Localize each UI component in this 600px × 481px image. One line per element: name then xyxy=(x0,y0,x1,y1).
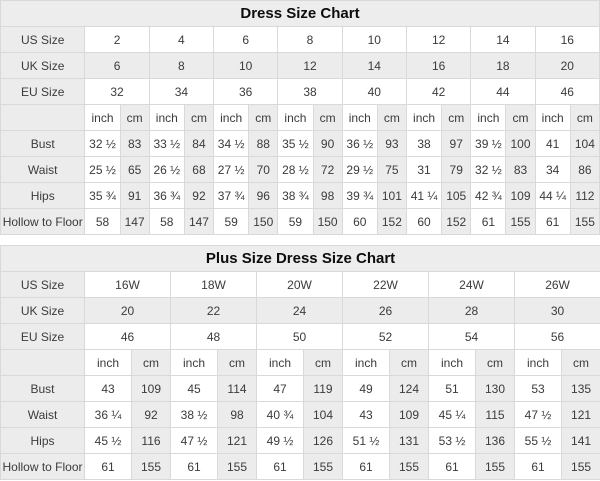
measurement-cm-cell: 91 xyxy=(120,183,149,209)
measurement-inch-cell: 51 xyxy=(429,376,476,402)
measurement-row xyxy=(1,209,600,235)
unit-inch-cell: inch xyxy=(515,350,562,376)
measurement-row xyxy=(1,131,600,157)
measurement-inch-cell: 42 ¾ xyxy=(471,183,506,209)
measurement-cm-cell: 109 xyxy=(132,376,171,402)
measurement-cm-cell: 83 xyxy=(120,131,149,157)
size-cell: 16 xyxy=(406,53,470,79)
size-cell: 36 xyxy=(214,79,278,105)
measurement-cm-cell: 101 xyxy=(377,183,406,209)
row-label: UK Size xyxy=(1,53,85,79)
measurement-inch-cell: 47 xyxy=(257,376,304,402)
chart-body xyxy=(1,272,600,480)
size-cell: 34 xyxy=(149,79,213,105)
measurement-cm-cell: 121 xyxy=(562,402,600,428)
size-cell: 44 xyxy=(471,79,535,105)
unit-cm-cell: cm xyxy=(570,105,599,131)
size-row xyxy=(1,298,600,324)
measurement-inch-cell: 38 ½ xyxy=(171,402,218,428)
unit-inch-cell: inch xyxy=(535,105,570,131)
measurement-cm-cell: 98 xyxy=(218,402,257,428)
measurement-inch-cell: 28 ½ xyxy=(278,157,313,183)
dress-size-chart-table xyxy=(0,0,600,235)
row-label: Bust xyxy=(1,131,85,157)
unit-cm-cell: cm xyxy=(184,105,213,131)
measurement-inch-cell: 59 xyxy=(214,209,249,235)
measurement-inch-cell: 36 ¾ xyxy=(149,183,184,209)
measurement-cm-cell: 155 xyxy=(570,209,599,235)
unit-inch-cell: inch xyxy=(85,105,120,131)
size-row xyxy=(1,324,600,350)
measurement-cm-cell: 147 xyxy=(184,209,213,235)
unit-cm-cell: cm xyxy=(377,105,406,131)
measurement-inch-cell: 25 ½ xyxy=(85,157,120,183)
size-cell: 48 xyxy=(171,324,257,350)
measurement-cm-cell: 135 xyxy=(562,376,600,402)
row-label: Hollow to Floor xyxy=(1,454,85,480)
row-label: Hips xyxy=(1,183,85,209)
unit-cm-cell: cm xyxy=(304,350,343,376)
measurement-cm-cell: 68 xyxy=(184,157,213,183)
measurement-cm-cell: 150 xyxy=(313,209,342,235)
measurement-inch-cell: 32 ½ xyxy=(85,131,120,157)
measurement-inch-cell: 53 ½ xyxy=(429,428,476,454)
unit-inch-cell: inch xyxy=(257,350,304,376)
size-cell: 12 xyxy=(406,27,470,53)
measurement-inch-cell: 61 xyxy=(429,454,476,480)
size-cell: 24W xyxy=(429,272,515,298)
measurement-inch-cell: 38 ¾ xyxy=(278,183,313,209)
title-row xyxy=(1,1,600,27)
size-cell: 28 xyxy=(429,298,515,324)
chart-title: Dress Size Chart xyxy=(1,1,600,27)
measurement-inch-cell: 35 ¾ xyxy=(85,183,120,209)
unit-inch-cell: inch xyxy=(171,350,218,376)
size-cell: 46 xyxy=(85,324,171,350)
size-cell: 56 xyxy=(515,324,600,350)
size-cell: 20 xyxy=(535,53,599,79)
unit-cm-cell: cm xyxy=(442,105,471,131)
chart-title: Plus Size Dress Size Chart xyxy=(1,246,600,272)
measurement-inch-cell: 31 xyxy=(406,157,441,183)
measurement-cm-cell: 155 xyxy=(506,209,535,235)
plus-size-dress-size-chart-table xyxy=(0,245,600,480)
measurement-inch-cell: 44 ¼ xyxy=(535,183,570,209)
measurement-cm-cell: 72 xyxy=(313,157,342,183)
measurement-cm-cell: 92 xyxy=(184,183,213,209)
unit-corner-cell xyxy=(1,350,85,376)
unit-inch-cell: inch xyxy=(471,105,506,131)
size-cell: 38 xyxy=(278,79,342,105)
measurement-inch-cell: 34 xyxy=(535,157,570,183)
measurement-inch-cell: 60 xyxy=(406,209,441,235)
row-label: Waist xyxy=(1,402,85,428)
measurement-inch-cell: 38 xyxy=(406,131,441,157)
size-cell: 22 xyxy=(171,298,257,324)
measurement-cm-cell: 116 xyxy=(132,428,171,454)
measurement-inch-cell: 55 ½ xyxy=(515,428,562,454)
size-cell: 52 xyxy=(343,324,429,350)
measurement-inch-cell: 36 ½ xyxy=(342,131,377,157)
measurement-inch-cell: 59 xyxy=(278,209,313,235)
unit-inch-cell: inch xyxy=(429,350,476,376)
measurement-inch-cell: 35 ½ xyxy=(278,131,313,157)
size-cell: 20 xyxy=(85,298,171,324)
title-row xyxy=(1,246,600,272)
measurement-inch-cell: 43 xyxy=(85,376,132,402)
measurement-cm-cell: 126 xyxy=(304,428,343,454)
size-cell: 14 xyxy=(471,27,535,53)
measurement-cm-cell: 93 xyxy=(377,131,406,157)
measurement-inch-cell: 51 ½ xyxy=(343,428,390,454)
measurement-cm-cell: 104 xyxy=(570,131,599,157)
measurement-inch-cell: 29 ½ xyxy=(342,157,377,183)
size-cell: 12 xyxy=(278,53,342,79)
unit-cm-cell: cm xyxy=(476,350,515,376)
size-cell: 42 xyxy=(406,79,470,105)
measurement-cm-cell: 65 xyxy=(120,157,149,183)
size-cell: 26W xyxy=(515,272,600,298)
size-cell: 2 xyxy=(85,27,149,53)
unit-cm-cell: cm xyxy=(120,105,149,131)
measurement-cm-cell: 152 xyxy=(442,209,471,235)
size-cell: 14 xyxy=(342,53,406,79)
row-label: US Size xyxy=(1,272,85,298)
row-label: US Size xyxy=(1,27,85,53)
unit-inch-cell: inch xyxy=(149,105,184,131)
measurement-cm-cell: 155 xyxy=(218,454,257,480)
unit-inch-cell: inch xyxy=(343,350,390,376)
measurement-row xyxy=(1,157,600,183)
measurement-cm-cell: 155 xyxy=(390,454,429,480)
measurement-cm-cell: 97 xyxy=(442,131,471,157)
measurement-cm-cell: 121 xyxy=(218,428,257,454)
unit-inch-cell: inch xyxy=(85,350,132,376)
measurement-inch-cell: 45 xyxy=(171,376,218,402)
unit-header-row xyxy=(1,105,600,131)
unit-corner-cell xyxy=(1,105,85,131)
size-row xyxy=(1,53,600,79)
size-cell: 40 xyxy=(342,79,406,105)
measurement-inch-cell: 47 ½ xyxy=(515,402,562,428)
measurement-cm-cell: 100 xyxy=(506,131,535,157)
row-label: Waist xyxy=(1,157,85,183)
row-label: EU Size xyxy=(1,324,85,350)
measurement-cm-cell: 115 xyxy=(476,402,515,428)
size-cell: 24 xyxy=(257,298,343,324)
measurement-inch-cell: 60 xyxy=(342,209,377,235)
measurement-cm-cell: 84 xyxy=(184,131,213,157)
measurement-inch-cell: 39 ½ xyxy=(471,131,506,157)
size-cell: 50 xyxy=(257,324,343,350)
measurement-cm-cell: 147 xyxy=(120,209,149,235)
size-cell: 4 xyxy=(149,27,213,53)
measurement-cm-cell: 104 xyxy=(304,402,343,428)
measurement-row xyxy=(1,402,600,428)
unit-cm-cell: cm xyxy=(506,105,535,131)
measurement-cm-cell: 88 xyxy=(249,131,278,157)
measurement-inch-cell: 26 ½ xyxy=(149,157,184,183)
measurement-inch-cell: 27 ½ xyxy=(214,157,249,183)
measurement-inch-cell: 41 xyxy=(535,131,570,157)
row-label: UK Size xyxy=(1,298,85,324)
unit-cm-cell: cm xyxy=(249,105,278,131)
size-row xyxy=(1,272,600,298)
measurement-inch-cell: 41 ¼ xyxy=(406,183,441,209)
size-cell: 16 xyxy=(535,27,599,53)
unit-cm-cell: cm xyxy=(390,350,429,376)
measurement-inch-cell: 32 ½ xyxy=(471,157,506,183)
size-cell: 54 xyxy=(429,324,515,350)
measurement-cm-cell: 114 xyxy=(218,376,257,402)
measurement-inch-cell: 61 xyxy=(171,454,218,480)
measurement-inch-cell: 39 ¾ xyxy=(342,183,377,209)
measurement-row xyxy=(1,454,600,480)
measurement-cm-cell: 119 xyxy=(304,376,343,402)
measurement-cm-cell: 155 xyxy=(304,454,343,480)
size-row xyxy=(1,27,600,53)
measurement-inch-cell: 58 xyxy=(85,209,120,235)
measurement-inch-cell: 49 ½ xyxy=(257,428,304,454)
size-row xyxy=(1,79,600,105)
measurement-inch-cell: 47 ½ xyxy=(171,428,218,454)
size-cell: 20W xyxy=(257,272,343,298)
unit-inch-cell: inch xyxy=(214,105,249,131)
size-cell: 6 xyxy=(85,53,149,79)
size-cell: 8 xyxy=(278,27,342,53)
unit-inch-cell: inch xyxy=(278,105,313,131)
row-label: Bust xyxy=(1,376,85,402)
size-cell: 10 xyxy=(342,27,406,53)
measurement-cm-cell: 150 xyxy=(249,209,278,235)
measurement-row xyxy=(1,183,600,209)
chart-body xyxy=(1,27,600,235)
measurement-cm-cell: 124 xyxy=(390,376,429,402)
measurement-cm-cell: 109 xyxy=(506,183,535,209)
size-cell: 32 xyxy=(85,79,149,105)
measurement-row xyxy=(1,376,600,402)
measurement-inch-cell: 36 ¼ xyxy=(85,402,132,428)
measurement-inch-cell: 33 ½ xyxy=(149,131,184,157)
measurement-cm-cell: 86 xyxy=(570,157,599,183)
measurement-inch-cell: 61 xyxy=(343,454,390,480)
measurement-cm-cell: 92 xyxy=(132,402,171,428)
measurement-inch-cell: 43 xyxy=(343,402,390,428)
measurement-cm-cell: 90 xyxy=(313,131,342,157)
unit-cm-cell: cm xyxy=(562,350,600,376)
measurement-inch-cell: 45 ¼ xyxy=(429,402,476,428)
measurement-cm-cell: 105 xyxy=(442,183,471,209)
measurement-cm-cell: 75 xyxy=(377,157,406,183)
size-cell: 30 xyxy=(515,298,600,324)
measurement-inch-cell: 58 xyxy=(149,209,184,235)
measurement-cm-cell: 130 xyxy=(476,376,515,402)
measurement-cm-cell: 131 xyxy=(390,428,429,454)
size-cell: 10 xyxy=(214,53,278,79)
measurement-cm-cell: 98 xyxy=(313,183,342,209)
measurement-inch-cell: 53 xyxy=(515,376,562,402)
measurement-cm-cell: 155 xyxy=(476,454,515,480)
size-cell: 18W xyxy=(171,272,257,298)
measurement-inch-cell: 37 ¾ xyxy=(214,183,249,209)
measurement-cm-cell: 136 xyxy=(476,428,515,454)
measurement-row xyxy=(1,428,600,454)
measurement-inch-cell: 61 xyxy=(85,454,132,480)
measurement-cm-cell: 79 xyxy=(442,157,471,183)
measurement-cm-cell: 155 xyxy=(562,454,600,480)
measurement-cm-cell: 112 xyxy=(570,183,599,209)
measurement-inch-cell: 61 xyxy=(471,209,506,235)
row-label: EU Size xyxy=(1,79,85,105)
unit-cm-cell: cm xyxy=(132,350,171,376)
unit-header-row xyxy=(1,350,600,376)
size-cell: 46 xyxy=(535,79,599,105)
size-cell: 8 xyxy=(149,53,213,79)
measurement-inch-cell: 40 ¾ xyxy=(257,402,304,428)
measurement-cm-cell: 83 xyxy=(506,157,535,183)
size-cell: 18 xyxy=(471,53,535,79)
measurement-inch-cell: 61 xyxy=(515,454,562,480)
measurement-cm-cell: 141 xyxy=(562,428,600,454)
unit-inch-cell: inch xyxy=(342,105,377,131)
size-cell: 16W xyxy=(85,272,171,298)
size-cell: 26 xyxy=(343,298,429,324)
measurement-inch-cell: 34 ½ xyxy=(214,131,249,157)
measurement-cm-cell: 70 xyxy=(249,157,278,183)
row-label: Hips xyxy=(1,428,85,454)
measurement-cm-cell: 152 xyxy=(377,209,406,235)
size-cell: 22W xyxy=(343,272,429,298)
measurement-inch-cell: 61 xyxy=(257,454,304,480)
unit-inch-cell: inch xyxy=(406,105,441,131)
measurement-cm-cell: 96 xyxy=(249,183,278,209)
measurement-cm-cell: 109 xyxy=(390,402,429,428)
row-label: Hollow to Floor xyxy=(1,209,85,235)
measurement-inch-cell: 49 xyxy=(343,376,390,402)
measurement-inch-cell: 45 ½ xyxy=(85,428,132,454)
size-cell: 6 xyxy=(214,27,278,53)
unit-cm-cell: cm xyxy=(218,350,257,376)
measurement-cm-cell: 155 xyxy=(132,454,171,480)
measurement-inch-cell: 61 xyxy=(535,209,570,235)
unit-cm-cell: cm xyxy=(313,105,342,131)
